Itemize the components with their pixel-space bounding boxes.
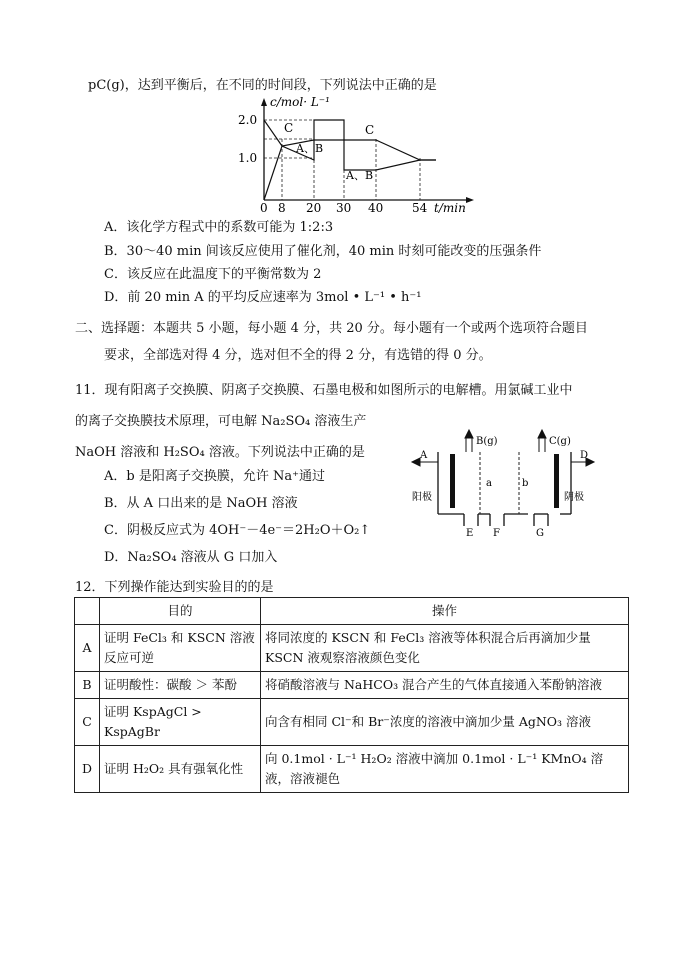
- q12-stem: 12．下列操作能达到实验目的的是: [75, 580, 274, 595]
- header-label: [75, 598, 100, 625]
- row-label: D: [75, 746, 100, 793]
- label-D: D: [580, 450, 589, 461]
- annotation-c1: C: [284, 121, 294, 135]
- row-label: C: [75, 699, 100, 746]
- section2-line2: 要求，全部选对得 4 分，选对但不全的得 2 分，有选错的得 0 分。: [104, 348, 492, 363]
- header-operation: 操作: [261, 598, 629, 625]
- q11-line1: 11．现有阳离子交换膜、阴离子交换膜、石墨电极和如图所示的电解槽。用氯碱工业中: [75, 383, 573, 398]
- concentration-time-chart: [232, 94, 482, 216]
- label-cathode: 阴极: [564, 492, 584, 503]
- label-E: E: [466, 528, 474, 539]
- q11-option-d: D．Na₂SO₄ 溶液从 G 口加入: [104, 550, 278, 565]
- row-operation: 将硝酸溶液与 NaHCO₃ 混合产生的气体直接通入苯酚钠溶液: [261, 672, 629, 699]
- row-label: B: [75, 672, 100, 699]
- label-anode: 阳极: [412, 492, 432, 503]
- cathode-electrode: [554, 454, 559, 508]
- electrolysis-cell-diagram: [408, 428, 598, 542]
- table-row: [75, 625, 629, 672]
- x-tick-30: 30: [336, 201, 352, 215]
- label-a: a: [486, 478, 492, 489]
- row-purpose: 证明 H₂O₂ 具有强氧化性: [100, 746, 261, 793]
- x-axis-label: t/min: [434, 201, 466, 215]
- y-axis-label: c/mol· L⁻¹: [270, 95, 330, 109]
- label-b: b: [522, 478, 529, 489]
- label-A: A: [420, 450, 428, 461]
- header-purpose: 目的: [100, 598, 261, 625]
- tank: [438, 452, 571, 526]
- q10-stem: pC(g)，达到平衡后，在不同的时间段，下列说法中正确的是: [88, 78, 437, 93]
- annotation-ab2: A、B: [346, 169, 374, 182]
- label-B: B(g): [476, 436, 498, 447]
- row-label: A: [75, 625, 100, 672]
- x-axis-arrow: [466, 197, 474, 203]
- section2-line1: 二、选择题：本题共 5 小题，每小题 4 分，共 20 分。每小题有一个或两个选项符合题目: [75, 321, 588, 336]
- label-F: F: [493, 528, 500, 539]
- y-tick-1: 1.0: [238, 151, 258, 165]
- x-tick-8: 8: [278, 201, 286, 215]
- x-tick-20: 20: [306, 201, 322, 215]
- annotation-ab1: A、B: [296, 142, 324, 155]
- q11-option-b: B．从 A 口出来的是 NaOH 溶液: [104, 496, 298, 511]
- x-tick-40: 40: [368, 201, 384, 215]
- label-C: C(g): [549, 436, 571, 447]
- q12-table: [74, 597, 629, 793]
- table-row: [75, 672, 629, 699]
- table-header-row: [75, 598, 629, 625]
- row-purpose: 证明酸性：碳酸 ＞ 苯酚: [100, 672, 261, 699]
- q10-option-a: A．该化学方程式中的系数可能为 1:2:3: [104, 220, 334, 235]
- row-operation: 将同浓度的 KSCN 和 FeCl₃ 溶液等体积混合后再滴加少量 KSCN 液观察溶液颜色变化: [261, 625, 629, 672]
- q10-option-c: C．该反应在此温度下的平衡常数为 2: [104, 267, 322, 282]
- row-purpose: 证明 KspAgCl > KspAgBr: [100, 699, 261, 746]
- row-operation: 向含有相同 Cl⁻和 Br⁻浓度的溶液中滴加少量 AgNO₃ 溶液: [261, 699, 629, 746]
- annotation-c2: C: [365, 123, 375, 137]
- x-tick-0: 0: [260, 201, 268, 215]
- y-tick-2: 2.0: [238, 113, 258, 127]
- y-axis-arrow: [261, 98, 267, 106]
- row-operation: 向 0.1mol · L⁻¹ H₂O₂ 溶液中滴加 0.1mol · L⁻¹ KMnO₄ 溶液，溶液褪色: [261, 746, 629, 793]
- row-purpose: 证明 FeCl₃ 和 KSCN 溶液反应可逆: [100, 625, 261, 672]
- q10-option-d: D．前 20 min A 的平均反应速率为 3mol • L⁻¹ • h⁻¹: [104, 290, 422, 305]
- q11-line2: 的离子交换膜技术原理，可电解 Na₂SO₄ 溶液生产: [75, 414, 367, 429]
- table-row: [75, 746, 629, 793]
- q11-line3: NaOH 溶液和 H₂SO₄ 溶液。下列说法中正确的是: [75, 445, 365, 460]
- q10-option-b: B．30～40 min 间该反应使用了催化剂，40 min 时刻可能改变的压强条件: [104, 244, 542, 259]
- label-G: G: [536, 528, 544, 539]
- table-row: [75, 699, 629, 746]
- q11-option-c: C．阴极反应式为 4OH⁻－4e⁻＝2H₂O＋O₂↑: [104, 523, 371, 538]
- x-tick-54: 54: [412, 201, 428, 215]
- anode-electrode: [450, 454, 455, 508]
- q11-option-a: A．b 是阳离子交换膜，允许 Na⁺通过: [104, 469, 325, 484]
